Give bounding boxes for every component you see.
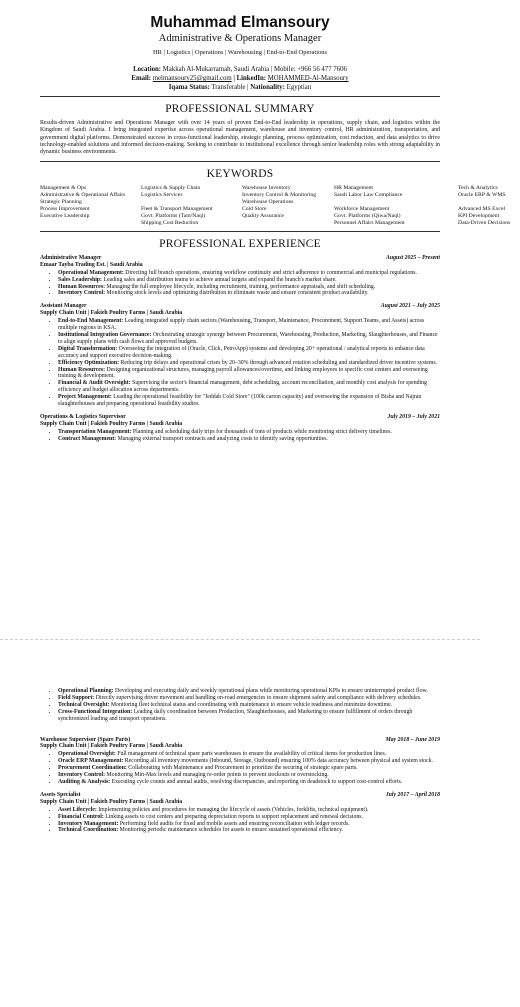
keyword-item: Warehouse Inventory xyxy=(242,185,291,192)
job-role: Operations & Logistics Supervisor xyxy=(40,413,126,420)
job-dates: July 2019 – July 2021 xyxy=(387,413,440,420)
linkedin-label: | LinkedIn: xyxy=(233,75,267,82)
bullet-item xyxy=(58,318,440,332)
location-value: Makkah Al-Mukarramah, Saudi Arabia xyxy=(162,66,270,73)
bullet-label: Financial Control: xyxy=(58,813,104,820)
bullet-text: Leading sales and distribution teams to achieve annual targets and expand the branch's market share. xyxy=(101,276,337,283)
job-header xyxy=(40,414,440,421)
bullet-item xyxy=(58,380,440,394)
job-company: Emaar Tayba Trading Est. | Saudi Arabia xyxy=(40,261,143,268)
bullet-text: Directly supervising driver movement and handling on-road emergencies to ensure shipment safety and compliance with delivery schedules. xyxy=(94,694,422,701)
bullet-item xyxy=(58,709,440,723)
job-company: Supply Chain Unit | Fakieh Poultry Farms | Saudi Arabia xyxy=(40,743,183,750)
bullet-text: Managing the full employee lifecycle, including recruitment, training, performance appraisals, and shift scheduling. xyxy=(105,283,376,290)
candidate-name: Muhammad Elmansoury xyxy=(150,14,330,31)
keyword-item: Shipping Cost Reduction xyxy=(141,220,199,227)
keyword-item: Govt. Platforms (Tam/Naql) xyxy=(141,213,206,220)
bullet-text: Implementing policies and procedures for managing the lifecycle of assets (Vehicles, forklifts, technical equipment). xyxy=(96,806,369,813)
bullet-text: Orchestrating strategic synergy between Procurement, Warehousing, Production, Marketing, Slaughterhouses, and Finance to align supply plans with cash flows and approved budgets. xyxy=(58,331,438,345)
job-company: Supply Chain Unit | Fakieh Poultry Farms | Saudi Arabia xyxy=(40,310,183,317)
bullet-text: Developing and executing daily and weekly operational plans while monitoring operational KPIs to ensure uninterrupted product flow. xyxy=(113,688,428,694)
bullet-text: Monitoring Min-Max levels and managing re-order points to prevent stockouts or overstocking. xyxy=(105,772,329,779)
bullet-item xyxy=(58,332,440,346)
bullet-label: Human Resources: xyxy=(58,283,106,290)
job-entry xyxy=(40,737,440,786)
bullet-text: Linking assets to cost centers and preparing depreciation reports to support replacement and renewal decisions. xyxy=(103,813,363,820)
keyword-item: Logistics Services xyxy=(141,192,183,199)
summary-heading: PROFESSIONAL SUMMARY xyxy=(165,103,315,115)
job-bullets xyxy=(40,807,440,835)
divider xyxy=(40,161,440,162)
keyword-item: Advanced MS Excel xyxy=(458,206,506,213)
bullet-label: Oracle ERP Management: xyxy=(58,758,124,765)
keyword-column xyxy=(242,185,334,226)
bullet-label: Asset Lifecycle: xyxy=(58,806,97,813)
job-dates: August 2021 – July 2025 xyxy=(380,303,440,310)
bullet-item xyxy=(58,702,440,709)
iqama-line xyxy=(0,83,480,92)
experience-list-2 xyxy=(0,737,480,835)
bullet-item xyxy=(58,360,440,367)
bullet-label: Efficiency Optimization: xyxy=(58,359,120,366)
keyword-column xyxy=(141,185,242,226)
bullet-label: Field Support: xyxy=(58,694,95,701)
bullet-text: Collaborating with Maintenance and Procurement to prioritize the securing of strategic spare parts. xyxy=(126,765,358,772)
job-header xyxy=(40,737,440,744)
keyword-item: Executive Leadership xyxy=(40,213,90,220)
keyword-item xyxy=(141,199,242,206)
keyword-item: HR Management xyxy=(334,185,374,192)
divider xyxy=(40,231,440,232)
bullet-label: Technical Coordination: xyxy=(58,827,119,834)
bullet-label: Operational Planning: xyxy=(58,688,114,694)
keyword-item: Fleet & Transport Management xyxy=(141,206,213,213)
bullet-item xyxy=(58,814,440,821)
bullet-text: Executing cycle counts and annual audits, resolving discrepancies, and reporting on deadstock to support cost-control efforts. xyxy=(110,778,403,785)
experience-list xyxy=(0,255,480,443)
job-bullets xyxy=(40,270,440,298)
nationality-value: Egyptian xyxy=(286,84,312,91)
focus-areas: HR | Logistics | Operations | Warehousing | End-to-End Operations xyxy=(152,49,328,56)
bullet-item xyxy=(58,695,440,702)
keyword-column xyxy=(458,185,520,226)
keyword-item: Saudi Labor Law Compliance xyxy=(334,192,403,199)
keyword-item: Strategic Planning xyxy=(40,199,82,206)
job-bullets xyxy=(40,751,440,786)
bullet-label: Inventory Management: xyxy=(58,820,119,827)
bullet-label: Operational Oversight: xyxy=(58,751,116,758)
bullet-label: Cross-Functional Integration: xyxy=(58,708,133,715)
keyword-item: Govt. Platforms (Qiwa/Naql) xyxy=(334,213,401,220)
bullet-text: Leading the operational feasibility for "Jeddah Cold Store" (100k carton capacity) and overseeing the expansion of Bisha and Najran slaughterhouses and preparing operational feasibility studies. xyxy=(58,394,422,408)
bullet-label: Financial & Audit Oversight: xyxy=(58,380,131,387)
job-entry xyxy=(40,792,440,834)
bullet-label: Human Resources: xyxy=(58,366,106,373)
job-header xyxy=(40,255,440,262)
bullet-text: Designing organizational structures, managing payroll allowances/overtime, and linking employees to specific cost centers and overseeing training & development. xyxy=(58,366,428,380)
job-bullets xyxy=(40,429,440,443)
linkedin-link[interactable]: MOHAMMED-Al-Mansoury xyxy=(267,75,349,82)
email-label: Email: xyxy=(131,75,152,82)
keyword-item: Management & Ops xyxy=(40,185,87,192)
bullet-text: Monitoring stock levels and optimizing distribution to eliminate waste and ensure consistent product availability. xyxy=(105,290,369,297)
job-header xyxy=(40,303,440,310)
keyword-item: Data-Driven Decisions xyxy=(458,220,511,227)
keyword-item: Administrative & Operational Affairs xyxy=(40,192,126,199)
job-company: Supply Chain Unit | Fakieh Poultry Farms | Saudi Arabia xyxy=(40,798,183,805)
keyword-item: Quality Assurance xyxy=(242,213,284,220)
keyword-column xyxy=(40,185,141,226)
bullet-item xyxy=(58,367,440,381)
bullet-item xyxy=(58,772,440,779)
keyword-item: Warehouse Operations xyxy=(242,199,294,206)
job-company: Supply Chain Unit | Fakieh Poultry Farms | Saudi Arabia xyxy=(40,420,183,427)
bullet-label: Institutional Integration Governance: xyxy=(58,331,152,338)
job-title: Administrative & Operations Manager xyxy=(158,33,322,44)
bullet-text: Monitoring periodic maintenance schedules for assets to ensure sustained operational efficiency. xyxy=(118,827,344,834)
bullet-label: Project Management: xyxy=(58,394,112,401)
bullet-text: Reducing trip delays and operational crises by 20–30% through advanced rotation scheduling and standardized driver incentive systems. xyxy=(119,359,438,366)
bullet-item xyxy=(58,284,440,291)
keyword-item: Cold Store xyxy=(242,206,267,213)
bullet-item xyxy=(58,436,440,443)
bullet-text: Full management of technical spare parts warehouses to ensure the availability of critical items for production lines. xyxy=(115,751,387,758)
keywords-grid xyxy=(40,185,511,227)
bullet-text: Overseeing the integration of (Oracle, Click, PetroApp) systems and developing 20+ operational / analytical reports to enhance data accuracy and support executive decision-making. xyxy=(58,345,425,359)
bullet-item xyxy=(58,807,440,814)
job-dates: August 2025 – Present xyxy=(386,254,440,261)
summary-text: Results-driven Administrative and Operations Manager with over 14 years of proven End-to-End leadership in operations, supply chain, and logistics within the Kingdom of Saudi Arabia. I bring integrated expertise across operational management, warehouse and inventory control, HR administration, transportation, and government digital platforms. Demonstrated success in cross-functional leadership, strategic planning, process optimization, cost reduction, and data analytics to drive technology-enabled solutions and informed decision-making. Seeking to contribute to institutional excellence through senior leadership roles with strong adaptability in dynamic business environments. xyxy=(40,120,440,156)
bullet-label: Auditing & Analysis: xyxy=(58,778,111,785)
bullet-text: Leading daily coordination between Production, Slaughterhouses, and Marketing to ensure fulfillment of orders through synchronized loading and transport operations. xyxy=(58,708,413,722)
bullet-text: Supervising the sector's financial management, debt scheduling, account reconciliation, and monthly cost analysis for spending efficiency and budget allocation across departments. xyxy=(58,380,427,394)
job-role: Warehouse Supervisor (Spare Parts) xyxy=(40,736,131,743)
bullet-item xyxy=(58,290,440,297)
keyword-item xyxy=(458,199,520,206)
nationality-label: Nationality: xyxy=(250,84,285,91)
iqama-label: Iqama Status: xyxy=(168,84,210,91)
bullet-text: Planning and scheduling daily trips for thousands of tons of products while monitoring strict delivery timelines. xyxy=(131,428,392,435)
job-header xyxy=(40,792,440,799)
keyword-item: Oracle ERP & WMS xyxy=(458,192,506,199)
divider xyxy=(40,96,440,97)
job-role: Assistant Manager xyxy=(40,303,87,310)
bullet-item xyxy=(58,277,440,284)
keyword-item: Tech & Analytics xyxy=(458,185,498,192)
bullet-label: Sales Leadership: xyxy=(58,276,102,283)
location-label: Location: xyxy=(133,66,162,73)
bullet-text: Leading integrated supply chain sectors (Warehousing, Transport, Maintenance, Procurement, Support Teams, and Assets) across multiple regions in KSA. xyxy=(58,318,425,332)
job-dates: May 2018 – June 2019 xyxy=(385,736,440,743)
keyword-item: Process Improvement xyxy=(40,206,90,213)
job-role: Assets Specialist xyxy=(40,791,81,798)
job-role: Administrative Manager xyxy=(40,254,102,261)
keywords-heading: KEYWORDS xyxy=(206,168,274,181)
keyword-item: KPI Development xyxy=(458,213,500,220)
bullet-label: Transportation Management: xyxy=(58,428,132,435)
bullet-item xyxy=(58,270,440,277)
bullet-item xyxy=(58,429,440,436)
bullet-text: Performing field audits for fixed and mobile assets and ensuring reconciliation with ledger records. xyxy=(118,820,350,827)
experience-heading: PROFESSIONAL EXPERIENCE xyxy=(159,237,321,250)
bullet-item xyxy=(58,688,440,695)
bullet-text: Directing full branch operations, ensuring workflow continuity and strict adherence to commercial and municipal regulations. xyxy=(123,269,417,276)
job-entry xyxy=(40,414,440,443)
resume-page-2 xyxy=(0,650,480,1007)
bullet-label: Inventory Control: xyxy=(58,772,106,779)
job-entry xyxy=(40,255,440,297)
email-link[interactable]: melmansoury25@gmail.com xyxy=(152,75,232,82)
bullet-item xyxy=(58,346,440,360)
mobile-text: | Mobile: +966 56 477 7606 xyxy=(270,66,347,73)
bullet-label: Procurement Coordination: xyxy=(58,765,127,772)
bullet-item xyxy=(58,765,440,772)
job-entry xyxy=(40,303,440,408)
bullet-label: End-to-End Management: xyxy=(58,318,124,325)
page-break xyxy=(0,628,480,650)
keyword-column xyxy=(334,185,458,226)
bullet-label: Inventory Control: xyxy=(58,290,106,297)
keyword-item: Workforce Management xyxy=(334,206,390,213)
keyword-item: Inventory Control & Monitoring xyxy=(242,192,317,199)
keyword-item: Logistics & Supply Chain xyxy=(141,185,201,192)
email-line xyxy=(0,74,480,83)
job-bullets xyxy=(40,318,440,408)
iqama-value: Transferable | xyxy=(211,84,249,91)
bullet-text: Managing external transport contracts and analyzing costs to identify saving opportunities. xyxy=(116,435,328,442)
bullet-text: Recording all inventory movements (Inbound, Storage, Outbound) ensuring 100% data accuracy between physical and system stock. xyxy=(123,758,433,765)
bullet-label: Contract Management: xyxy=(58,435,117,442)
bullet-label: Technical Oversight: xyxy=(58,701,110,708)
bullet-text: Monitoring fleet technical status and coordinating with maintenance to ensure vehicle readiness and minimize downtime. xyxy=(109,701,393,708)
bullet-item xyxy=(58,827,440,834)
bullet-item xyxy=(58,394,440,408)
continued-bullets xyxy=(40,688,440,723)
bullet-item xyxy=(58,779,440,786)
bullet-label: Digital Transformation: xyxy=(58,345,118,352)
bullet-label: Operational Management: xyxy=(58,269,124,276)
keyword-item: Personnel Affairs Management xyxy=(334,220,405,227)
job-dates: July 2017 – April 2018 xyxy=(385,791,440,798)
location-line xyxy=(0,65,480,74)
